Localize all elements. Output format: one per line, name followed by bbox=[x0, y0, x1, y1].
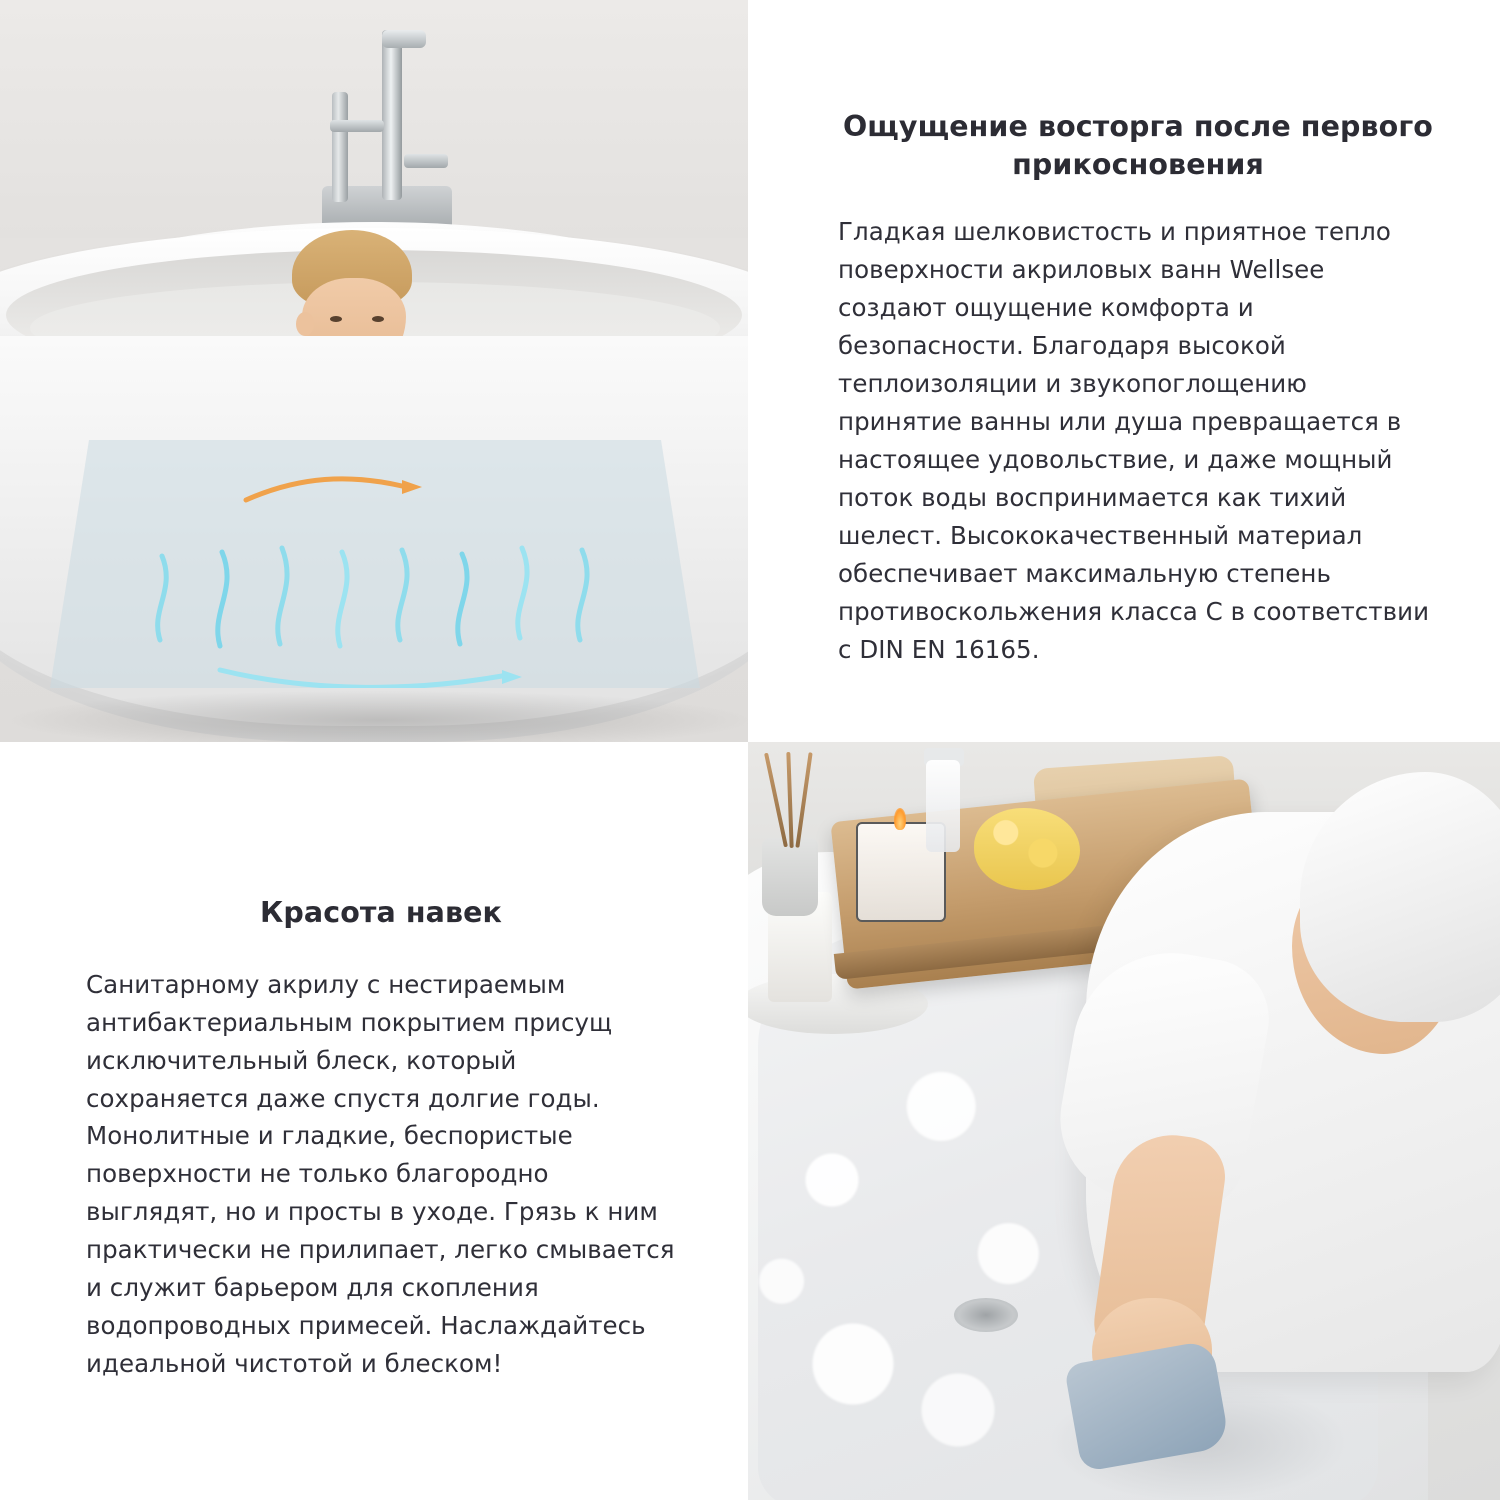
spray-bottle bbox=[926, 760, 960, 852]
heat-insulation-diagram bbox=[50, 440, 700, 688]
arrow-head-cool bbox=[502, 670, 522, 684]
woman-cleaning-bathtub-photo bbox=[748, 742, 1500, 1500]
faucet-column-left bbox=[332, 92, 348, 202]
child-in-bathtub-photo bbox=[0, 0, 748, 742]
child-eye-left bbox=[330, 316, 342, 322]
reed-stick bbox=[764, 753, 788, 848]
feature-block-beauty bbox=[0, 742, 748, 1500]
heat-waves-svg bbox=[50, 440, 700, 688]
child-ear bbox=[296, 312, 314, 336]
candle-flame bbox=[894, 808, 906, 830]
feature-block-touch bbox=[748, 0, 1500, 742]
reed-stick bbox=[795, 752, 812, 848]
faucet-handle bbox=[404, 154, 448, 168]
block-body-touch: Гладкая шелковистость и приятное тепло поверхности акриловых ванн Wellsee создают ощущение комфорта и безопасности. Благодаря высокой теплоизоляции и звукопоглощению принятие ванны или душа превращается в настоящее удовольствие, и даже мощный поток воды воспринимается как тихий шелест. Высококачественный материал обеспечивает максимальную степень противоскольжения класса C в соответствии с DIN EN 16165. bbox=[838, 217, 1430, 664]
natural-sponge bbox=[974, 808, 1080, 890]
block-title-touch: Ощущение восторга после первого прикосновения bbox=[842, 110, 1433, 181]
bathtub-floor-shadow bbox=[0, 690, 748, 742]
bathtub-drain bbox=[954, 1298, 1018, 1332]
faucet-column-right bbox=[382, 30, 402, 200]
diffuser-reeds bbox=[758, 752, 828, 848]
faucet-crossbar bbox=[330, 120, 384, 132]
child-eye-right bbox=[372, 316, 384, 322]
block-title-beauty: Красота навек bbox=[259, 896, 502, 929]
block-body-beauty: Санитарному акрилу с нестираемым антибактериальным покрытием присущ исключительный блеск, который сохраняется даже спустя долгие годы. Монолитные и гладкие, беспористые поверхности не только благородно выглядят, но и просты в уходе. Грязь к ним практически не прилипает, легко смывается и служит барьером для скопления водопроводных примесей. Наслаждайтесь идеальной чистотой и блеском! bbox=[86, 969, 675, 1379]
faucet-spout bbox=[382, 30, 426, 48]
arrow-head-warm bbox=[402, 480, 422, 494]
reed-stick bbox=[786, 752, 793, 848]
reed-diffuser-bottle bbox=[762, 838, 818, 916]
